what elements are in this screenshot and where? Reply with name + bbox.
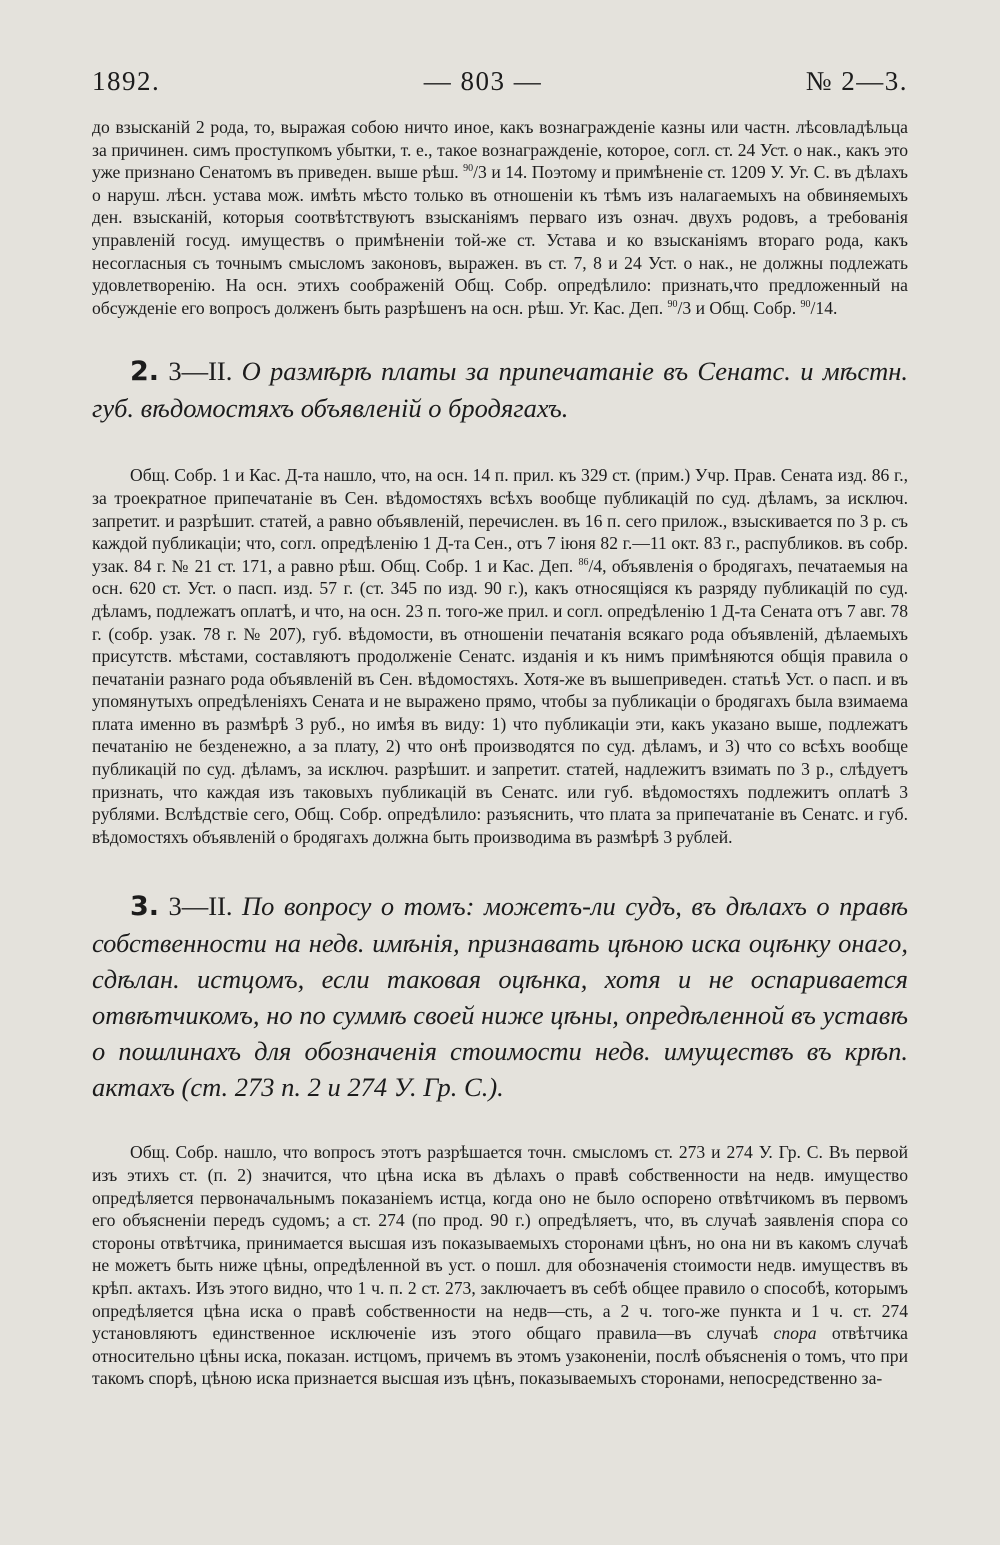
header-issue-number: № 2—3. — [805, 66, 908, 96]
intro-fraction-3-numerator: 90 — [800, 298, 811, 310]
intro-fraction-3-denominator: /14. — [810, 297, 838, 318]
section-2-number: 2. — [130, 356, 160, 388]
section-2-title: О размѣрѣ платы за припечатаніе въ Сенатс. и мѣстн. губ. вѣдомостяхъ объявленій о бродягахъ. — [92, 356, 909, 424]
section-2-fraction-numerator: 86 — [578, 556, 589, 568]
section-3-title: По вопросу о томъ: можетъ-ли судъ, въ дѣлахъ о правѣ собственности на недв. имѣнія, признавать цѣною иска оцѣнку онаго, сдѣлан. истцомъ, если таковая оцѣнка, хотя и не оспаривается отвѣтчикомъ, но по суммѣ своей ниже цѣны, опредѣленной въ уставѣ о пошлинахъ для обозначенія стоимости недв. имуществъ въ крѣп. актахъ (ст. 273 п. 2 и 274 У. Гр. С.). — [92, 891, 908, 1103]
intro-fraction-2-denominator: /3 — [677, 297, 692, 318]
header-year: 1892. — [92, 66, 161, 96]
section-3-heading — [92, 888, 908, 1105]
intro-fraction-2-numerator: 90 — [667, 298, 678, 310]
section-3-body: Общ. Собр. нашло, что вопросъ этотъ разрѣшается точн. смысломъ ст. 273 и 274 У. Гр. С. Въ первой изъ этихъ ст. (п. 2) значится, что цѣна иска въ дѣлахъ о правѣ собственности на недв. имущество опредѣляется первоначальнымъ показаніемъ истца, когда оно не было оспорено отвѣтчикомъ въ первомъ его объясненіи передъ судомъ; а ст. 274 (по прод. 90 г.) опредѣляетъ, что, въ случаѣ заявленія спора со стороны отвѣтчика, принимается высшая изъ показываемыхъ сторонами цѣнъ, но она ни въ какомъ случаѣ не можетъ быть ниже цѣны, опредѣленной въ уст. о пошл. для обозначенія стоимости недв. имуществъ въ крѣп. актахъ. Изъ этого видно, что 1 ч. п. 2 ст. 273, заключаетъ въ себѣ общее правило о способѣ, которымъ опредѣляется цѣна иска о правѣ собственности на недв—сть, а 2 ч. того-же пункта и 1 ч. ст. 274 установляютъ единственное исключеніе изъ этого общаго правила—въ случаѣ спора отвѣтчика относительно цѣны иска, показан. истцомъ, причемъ въ этомъ узаконеніи, послѣ объясненія о томъ, что при такомъ спорѣ, цѣною иска признается высшая изъ цѣнъ, показываемыхъ сторонами, непосредственно за- — [92, 1142, 908, 1389]
intro-paragraph: до взысканій 2 рода, то, выражая собою ничто иное, какъ вознагражденіе казны или частн. лѣсовладѣльца за причинен. симъ проступкомъ убытки, т. е., такое вознагражденіе, которое, согл. ст. 24 Уст. о нак., какъ это уже признано Сенатомъ въ приведен. выше рѣш. $^{90}$/3 и 14. Поэтому и примѣненіе ст. 1209 У. Уг. С. въ дѣлахъ о наруш. лѣсн. устава мож. имѣть мѣсто только въ отношеніи къ тѣмъ изъ налагаемыхъ на обвиняемыхъ ден. взысканій, которыя соотвѣтствуютъ взысканіямъ перваго изъ означ. двухъ родовъ, а требованія управленій госуд. имуществъ о примѣненіи той-же ст. Устава и ко взысканіямъ втораго рода, какъ несогласныя съ точнымъ смысломъ законовъ, выражен. въ ст. 7, 8 и 24 Уст. о нак., не должны подлежать удовлетворенію. На осн. этихъ соображеній Общ. Собр. опредѣлило: признать,что предложенный на обсужденіе его вопросъ долженъ быть разрѣшенъ на осн. рѣш. Уг. Кас. Деп. $^{90}$/3 и Общ. Собр. $^{90}$/14. — [92, 117, 909, 318]
section-3-number: 3. — [130, 891, 160, 923]
section-2-heading — [92, 353, 908, 426]
section-3-date: 3—II. — [168, 891, 233, 922]
running-head — [92, 66, 908, 106]
intro-fraction-1-numerator: 90 — [463, 163, 474, 175]
section-2-body: Общ. Собр. 1 и Кас. Д-та нашло, что, на осн. 14 п. прил. къ 329 ст. (прим.) Учр. Прав. Сената изд. 86 г., за троекратное припечатаніе въ Сен. вѣдомостяхъ всѣхъ вообще публикацій по суд. дѣламъ, за исключ. запретит. и разрѣшит. статей, а равно объявленій, перечислен. въ 16 п. сего прилож., взыскивается по 3 р. съ каждой публикаціи; что, согл. опредѣленію 1 Д-та Сен., отъ 7 іюня 82 г.—11 окт. 83 г., распубликов. въ собр. узак. 84 г. № 21 ст. 171, а равно рѣш. Общ. Собр. 1 и Кас. Деп. $^{86}$/4, объявленія о бродягахъ, печатаемыя на осн. 620 ст. Уст. о пасп. изд. 57 г. (ст. 345 по изд. 90 г.), какъ относящіяся къ разряду публикацій по суд. дѣламъ, подлежатъ оплатѣ, и что, на осн. 23 п. того-же прил. и согл. опредѣленію 1 Д-та Сената отъ 7 авг. 78 г. (собр. узак. 78 г. № 207), губ. вѣдомости, въ отношеніи печатанія всякаго рода объявленій, дѣлаемыхъ присутств. мѣстами, составляютъ продолженіе Сенатс. изданія и къ нимъ примѣняются общія правила о печатаніи разнаго рода объявленій въ Сен. вѣдомостяхъ. Хотя-же въ вышеприведен. статьѣ Уст. о пасп. и въ упомянутыхъ опредѣленіяхъ Сената и не выражено прямо, чтобы за публикаціи о бродягахъ была взимаема плата именно въ размѣрѣ 3 руб., но имѣя въ виду: 1) что публикаціи эти, какъ указано выше, подлежатъ печатанію не безденежно, а за плату, 2) что онѣ производятся по суд. дѣламъ, и 3) что со всѣхъ вообще публикацій по суд. дѣламъ, за исключ. разрѣшит. и запретит. статей, надлежитъ взимать по 3 р., слѣдуетъ признать, что каждая изъ таковыхъ публикацій въ Сенатс. или губ. вѣдомостяхъ подлежитъ оплатѣ 3 рублями. Вслѣдствіе сего, Общ. Собр. опредѣлило: разъяснить, что плата за припечатаніе въ Сенатс. и губ. вѣдомостяхъ объявленій о бродягахъ должна быть производима въ размѣрѣ 3 рублей. — [92, 465, 908, 847]
section-2-date: 3—II. — [168, 356, 233, 387]
section-2-fraction-denominator: /4 — [588, 555, 603, 576]
intro-fraction-1-denominator: /3 — [473, 162, 487, 183]
header-page-number: — 803 — — [423, 66, 543, 96]
section-3-emphasis: спора — [773, 1323, 817, 1344]
